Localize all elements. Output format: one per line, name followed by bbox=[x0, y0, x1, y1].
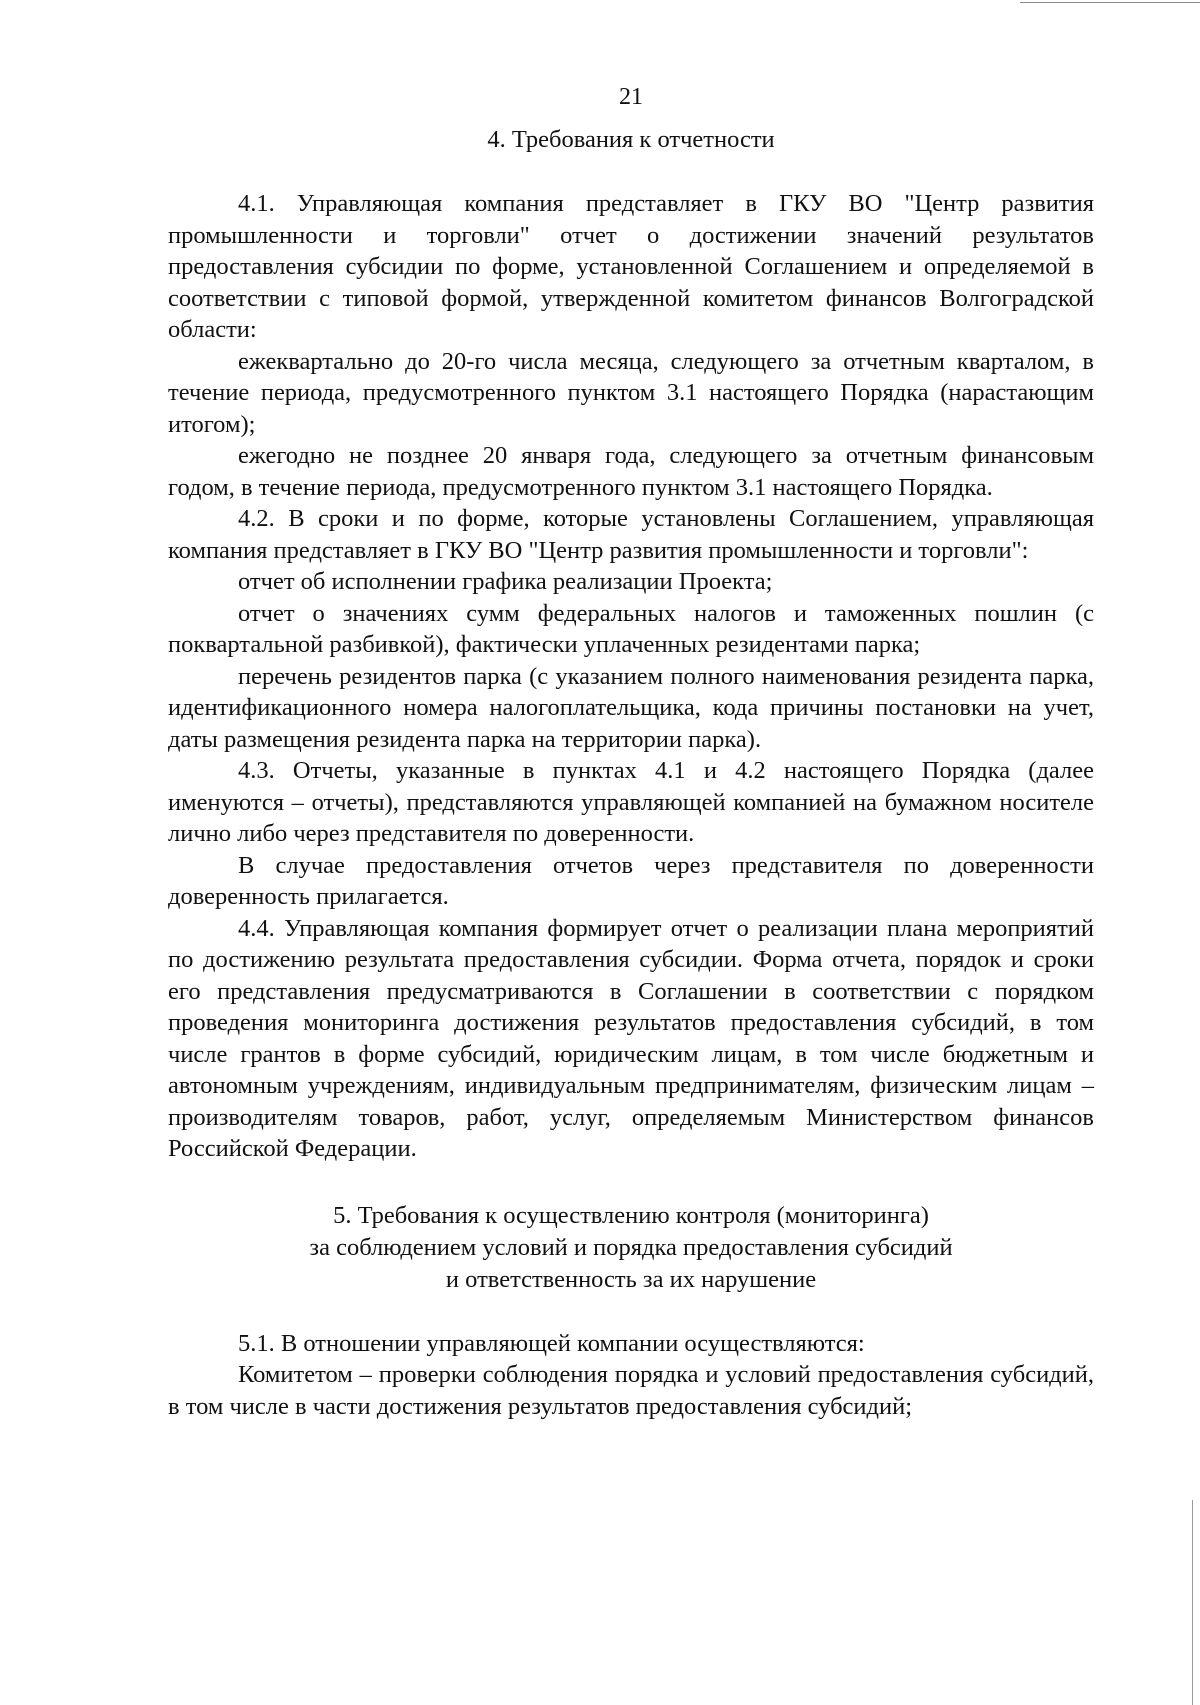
paragraph-4-1-annual: ежегодно не позднее 20 января года, следующего за отчетным финансовым годом, в течение периода, предусмотренного пунктом 3.1 настоящего Порядка. bbox=[168, 442, 1094, 501]
paragraph-4-4: 4.4. Управляющая компания формирует отчет о реализации плана мероприятий по достижению результата предоставления субсидии. Форма отчета, порядок и сроки его представления предусматриваются в Соглашении в соответствии с порядком проведения мониторинга достижения результатов предоставления субсидий, в том числе грантов в форме субсидий, юридическим лицам, в том числе бюджетным и автономным учреждениям, индивидуальным предпринимателям, физическим лицам – производителям товаров, работ, услуг, определяемым Министерством финансов Российской Федерации. bbox=[168, 914, 1094, 1162]
paragraph-4-3: 4.3. Отчеты, указанные в пунктах 4.1 и 4.2 настоящего Порядка (далее именуются – отчеты), представляются управляющей компанией на бумажном носителе лично либо через представителя по доверенности. bbox=[168, 757, 1094, 847]
paragraph-4-1-quarterly: ежеквартально до 20-го числа месяца, следующего за отчетным кварталом, в течение периода, предусмотренного пунктом 3.1 настоящего Порядка (нарастающим итогом); bbox=[168, 347, 1094, 438]
page-number: 21 bbox=[619, 84, 643, 110]
paragraph-4-2-taxes-report: отчет о значениях сумм федеральных налогов и таможенных пошлин (с поквартальной разбивкой), фактически уплаченных резидентами парка; bbox=[168, 599, 1094, 658]
paragraph-4-2-schedule-report: отчет об исполнении графика реализации Проекта; bbox=[238, 568, 773, 595]
section-5-title bbox=[168, 1200, 1094, 1296]
paragraph-4-2: 4.2. В сроки и по форме, которые установлены Соглашением, управляющая компания представляет в ГКУ ВО "Центр развития промышленности и торговли": bbox=[168, 505, 1094, 564]
document-page bbox=[168, 80, 1094, 1422]
paragraph-4-1: 4.1. Управляющая компания представляет в ГКУ ВО "Центр развития промышленности и торговли" отчет о достижении значений результатов предоставления субсидии по форме, установленной Соглашением и определяемой в соответствии с типовой формой, утвержденной комитетом финансов Волгоградской области: bbox=[168, 190, 1094, 343]
section-4-title: 4. Требования к отчетности bbox=[487, 126, 775, 153]
section-5-title-line-2: за соблюдением условий и порядка предоставления субсидий bbox=[309, 1233, 953, 1261]
paragraph-5-1-committee: Комитетом – проверки соблюдения порядка и условий предоставления субсидий, в том числе в части достижения результатов предоставления субсидий; bbox=[168, 1361, 1094, 1420]
paragraph-5-1: 5.1. В отношении управляющей компании осуществляются: bbox=[238, 1329, 865, 1357]
paragraph-4-3-proxy: В случае предоставления отчетов через представителя по доверенности доверенность прилагается. bbox=[168, 851, 1094, 910]
section-5-title-line-1: 5. Требования к осуществлению контроля (мониторинга) bbox=[333, 1201, 929, 1229]
scan-edge-right bbox=[1192, 1500, 1193, 1705]
paragraph-4-2-residents-list: перечень резидентов парка (с указанием полного наименования резидента парка, идентификационного номера налогоплательщика, кода причины постановки на учет, даты размещения резидента парка на территории парка). bbox=[168, 662, 1094, 753]
section-5-title-line-3: и ответственность за их нарушение bbox=[445, 1265, 817, 1293]
scan-edge-top bbox=[1020, 2, 1200, 3]
